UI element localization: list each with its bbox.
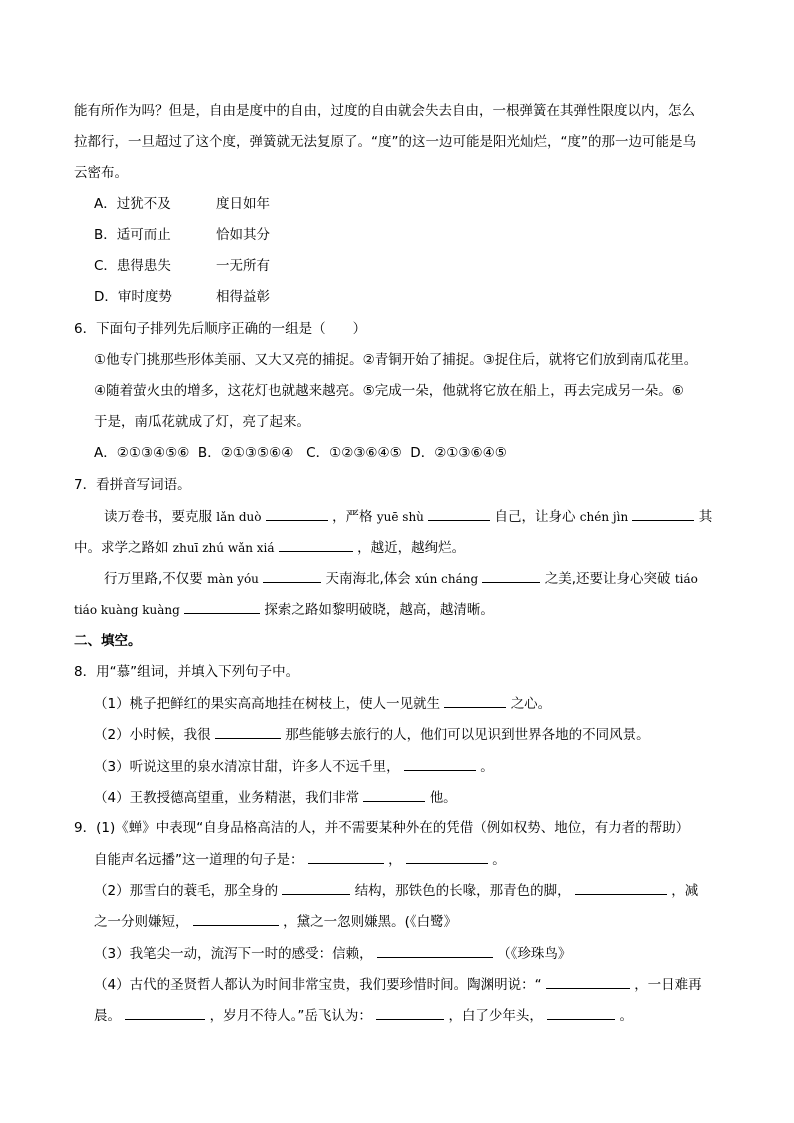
text: （4）王教授德高望重，业务精湛，我们非常 — [94, 790, 360, 806]
text: ，黛之一忽则嫌黑。(《白鹭》 — [283, 914, 458, 930]
section-heading: 二、填空。 — [74, 633, 142, 649]
text: ，岁月不待人。”岳飞认为： — [209, 1008, 372, 1024]
text: ，一日难再 — [634, 977, 702, 993]
option-second: 恰如其分 — [216, 227, 270, 243]
answer-blank[interactable] — [376, 1005, 444, 1020]
text: 他。 — [429, 790, 457, 806]
text: ，越近，越绚烂。 — [357, 540, 466, 556]
q7-line — [104, 506, 712, 527]
q8-item — [94, 787, 457, 808]
answer-blank[interactable] — [282, 880, 350, 895]
q8-item — [94, 693, 551, 714]
text: 之美,还要让身心突破 — [544, 571, 671, 587]
text: （3）听说这里的泉水清凉甘甜，许多人不远千里， — [94, 759, 400, 775]
answer-blank[interactable] — [632, 506, 694, 521]
answer-blank[interactable] — [193, 911, 279, 926]
q6-sentence: ④随着萤火虫的增多，这花灯也就越来越亮。⑤完成一朵，他就将它放在船上，再去完成另一朵。⑥ — [94, 383, 684, 399]
text: 结构，那铁色的长喙，那青色的脚， — [354, 883, 571, 899]
q9-line — [94, 911, 457, 932]
q7-line — [74, 537, 465, 558]
text: 。 — [619, 1008, 634, 1024]
pinyin: yuē shù — [376, 510, 424, 524]
q5-option-b — [94, 225, 270, 245]
q9-line: 9．(1)《蝉》中表现“自身品格高洁的人，并不需要某种外在的凭借（例如权势、地位，有力者的帮助） — [74, 820, 690, 836]
q9-line — [94, 849, 506, 870]
text: 之心。 — [510, 696, 552, 712]
answer-blank[interactable] — [263, 568, 321, 583]
option-label: B．适可而止 — [94, 227, 171, 243]
text: 晨。 — [94, 1008, 121, 1024]
text: ，严格 — [332, 509, 373, 525]
text: 。 — [480, 759, 494, 775]
q7-stem: 7．看拼音写词语。 — [74, 477, 191, 493]
q6-stem: 6．下面句子排列先后顺序正确的一组是（ ） — [74, 321, 367, 337]
answer-blank[interactable] — [404, 756, 476, 771]
text: （4）古代的圣贤哲人都认为时间非常宝贵，我们要珍惜时间。陶渊明说：“ — [94, 977, 542, 993]
text: （3）我笔尖一动，流泻下一时的感受：信赖， — [94, 946, 373, 962]
q9-line — [94, 880, 698, 901]
answer-blank[interactable] — [444, 693, 506, 708]
pinyin: lǎn duò — [216, 510, 262, 524]
q6-sentence: ①他专门挑那些形体美丽、又大又亮的捕捉。②青铜开始了捕捉。③捉住后，就将它们放到南瓜花里。 — [94, 352, 698, 368]
option-label: D．审时度势 — [94, 289, 172, 305]
answer-blank[interactable] — [428, 506, 490, 521]
q6-options: A．②①③④⑤⑥ B．②①③⑤⑥④ C．①②③⑥④⑤ D．②①③⑥④⑤ — [94, 445, 507, 461]
answer-blank[interactable] — [363, 787, 425, 802]
text: 天南海北,体会 — [325, 571, 411, 587]
answer-blank[interactable] — [215, 724, 281, 739]
text: ， — [388, 852, 402, 868]
text: 其 — [698, 509, 713, 525]
q5-option-d — [94, 287, 270, 307]
q8-item — [94, 724, 650, 745]
text: 自己，让身心 — [494, 509, 576, 525]
answer-blank[interactable] — [308, 849, 384, 864]
passage-line: 云密布。 — [74, 165, 128, 181]
text: （1）桃子把鲜红的果实高高地挂在树枝上，使人一见就生 — [94, 696, 441, 712]
pinyin: zhuī zhú wǎn xiá — [172, 541, 275, 555]
q9-line — [94, 943, 571, 964]
option-label: A．过犹不及 — [94, 196, 171, 212]
option-second: 一无所有 — [216, 258, 270, 274]
q7-line — [74, 599, 494, 620]
text: 。 — [492, 852, 506, 868]
answer-blank[interactable] — [547, 1005, 615, 1020]
q7-line — [104, 568, 698, 589]
answer-blank[interactable] — [279, 537, 353, 552]
q8-item — [94, 756, 494, 777]
text: 读万卷书，要克服 — [104, 509, 212, 525]
answer-blank[interactable] — [184, 599, 260, 614]
option-second: 相得益彰 — [216, 289, 270, 305]
q5-option-a — [94, 194, 270, 214]
q5-option-c — [94, 256, 270, 276]
text: （《珍珠鸟》 — [497, 946, 572, 962]
answer-blank[interactable] — [546, 974, 630, 989]
pinyin: màn yóu — [207, 572, 259, 586]
option-second: 度日如年 — [216, 196, 270, 212]
pinyin: chén jìn — [579, 510, 629, 524]
answer-blank[interactable] — [406, 849, 488, 864]
answer-blank[interactable] — [482, 568, 540, 583]
text: 自能声名远播”这一道理的句子是： — [94, 852, 304, 868]
q9-line — [94, 1005, 633, 1026]
text: ，减 — [671, 883, 699, 899]
text: 行万里路,不仅要 — [104, 571, 203, 587]
text: （2）小时候，我很 — [94, 727, 211, 743]
passage-line: 拉都行，一旦超过了这个度，弹簧就无法复原了。“度”的这一边可能是阳光灿烂，“度”的那一边可能是乌 — [74, 134, 696, 150]
text: （2）那雪白的蓑毛，那全身的 — [94, 883, 279, 899]
text: 那些能够去旅行的人，他们可以见识到世界各地的不同风景。 — [285, 727, 650, 743]
pinyin: xún cháng — [415, 572, 479, 586]
text: 中。求学之路如 — [74, 540, 169, 556]
passage-line: 能有所作为吗？但是，自由是度中的自由，过度的自由就会失去自由，一根弹簧在其弹性限度以内，怎么 — [74, 103, 695, 119]
option-label: C．患得患失 — [94, 258, 171, 274]
q8-stem: 8．用“慕”组词，并填入下列句子中。 — [74, 664, 300, 680]
q6-sentence: 于是，南瓜花就成了灯，亮了起来。 — [94, 414, 310, 430]
answer-blank[interactable] — [377, 943, 493, 958]
pinyin: tiáo — [674, 572, 698, 586]
answer-blank[interactable] — [266, 506, 328, 521]
text: 探索之路如黎明破晓，越高，越清晰。 — [264, 602, 494, 618]
text: ，白了少年头， — [448, 1008, 543, 1024]
q9-line — [94, 974, 702, 995]
answer-blank[interactable] — [575, 880, 667, 895]
pinyin: tiáo kuàng kuàng — [74, 603, 180, 617]
text: 之一分则嫌短， — [94, 914, 189, 930]
answer-blank[interactable] — [125, 1005, 205, 1020]
